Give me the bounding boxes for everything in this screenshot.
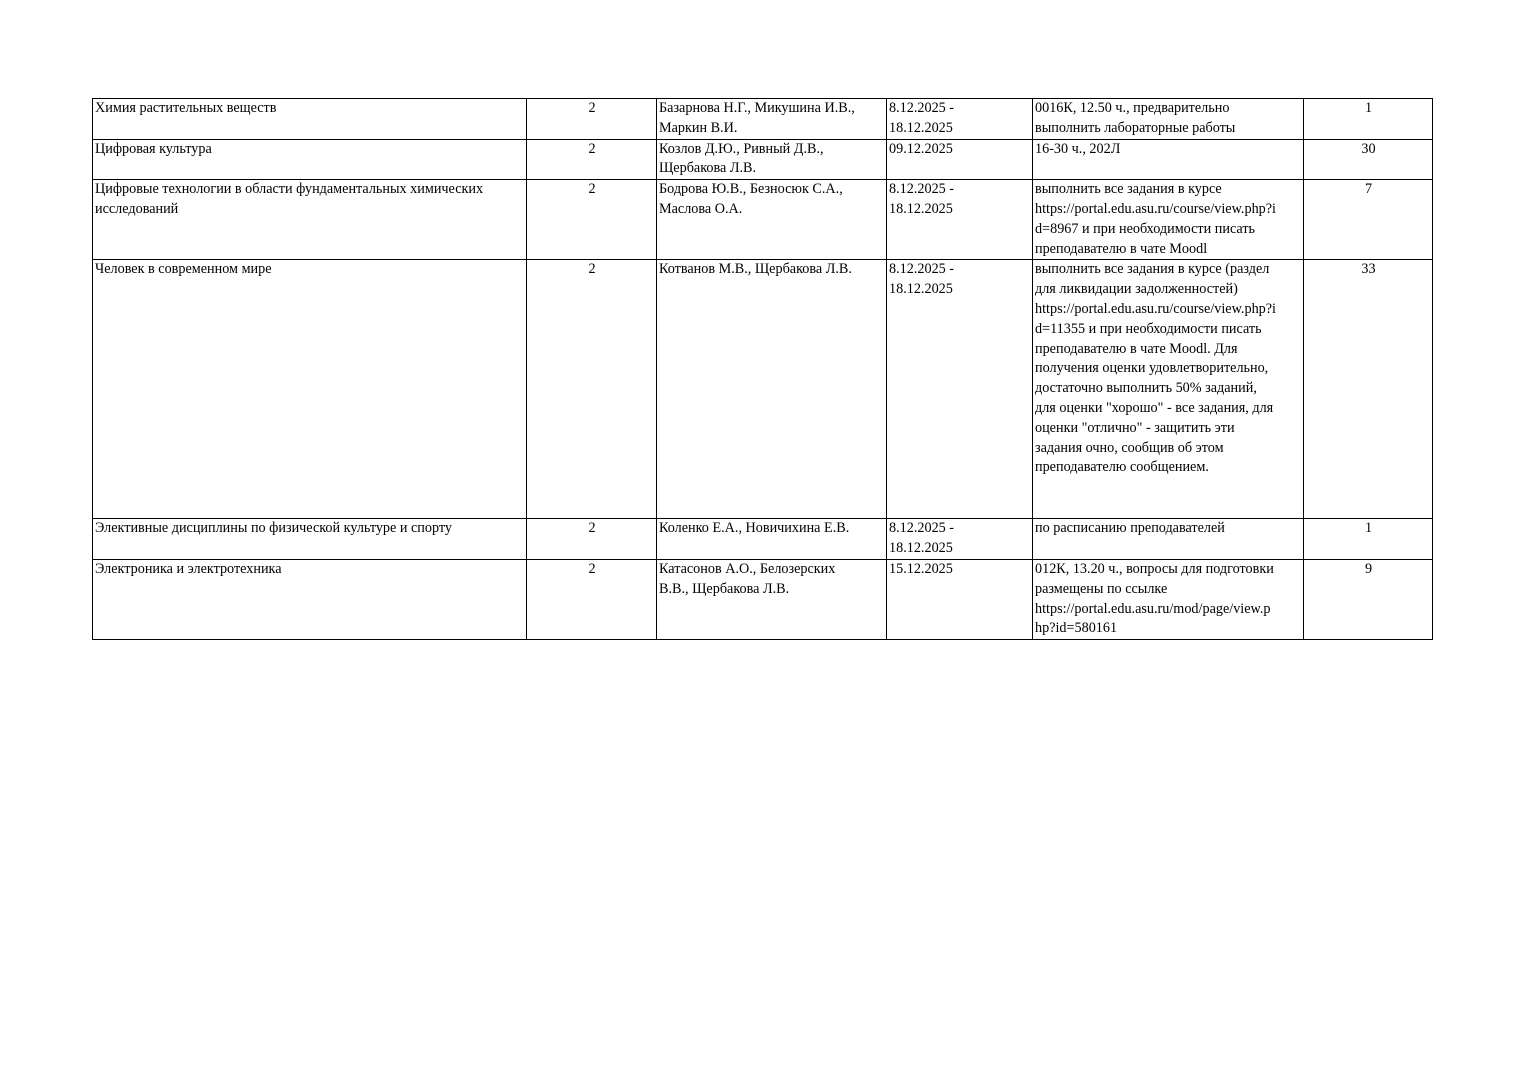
dates-cell: 8.12.2025 - 18.12.2025 (887, 260, 1033, 519)
count-cell: 30 (1304, 139, 1433, 180)
schedule-sheet (92, 98, 1432, 640)
table-row (93, 559, 1433, 639)
dates-cell: 15.12.2025 (887, 559, 1033, 639)
hours-cell: 2 (527, 180, 657, 260)
count-cell: 7 (1304, 180, 1433, 260)
hours-cell: 2 (527, 139, 657, 180)
hours-cell: 2 (527, 99, 657, 140)
dates-cell: 8.12.2025 - 18.12.2025 (887, 180, 1033, 260)
teachers-cell: Катасонов А.О., Белозерских В.В., Щербакова Л.В. (657, 559, 887, 639)
discipline-cell: Цифровые технологии в области фундаментальных химических исследований (93, 180, 527, 260)
table-row (93, 180, 1433, 260)
table-row (93, 99, 1433, 140)
discipline-cell: Человек в современном мире (93, 260, 527, 519)
schedule-table (92, 98, 1433, 640)
notes-cell: по расписанию преподавателей (1033, 519, 1304, 560)
notes-cell: 16-30 ч., 202Л (1033, 139, 1304, 180)
hours-cell: 2 (527, 260, 657, 519)
count-cell: 1 (1304, 99, 1433, 140)
count-cell: 1 (1304, 519, 1433, 560)
table-row (93, 260, 1433, 519)
hours-cell: 2 (527, 559, 657, 639)
count-cell: 9 (1304, 559, 1433, 639)
notes-cell: 0016К, 12.50 ч., предварительно выполнить лабораторные работы (1033, 99, 1304, 140)
teachers-cell: Бодрова Ю.В., Безносюк С.А., Маслова О.А. (657, 180, 887, 260)
count-cell: 33 (1304, 260, 1433, 519)
discipline-cell: Химия растительных веществ (93, 99, 527, 140)
discipline-cell: Элективные дисциплины по физической культуре и спорту (93, 519, 527, 560)
teachers-cell: Базарнова Н.Г., Микушина И.В., Маркин В.И. (657, 99, 887, 140)
discipline-cell: Электроника и электротехника (93, 559, 527, 639)
teachers-cell: Коленко Е.А., Новичихина Е.В. (657, 519, 887, 560)
discipline-cell: Цифровая культура (93, 139, 527, 180)
table-row (93, 139, 1433, 180)
dates-cell: 09.12.2025 (887, 139, 1033, 180)
table-row (93, 519, 1433, 560)
hours-cell: 2 (527, 519, 657, 560)
teachers-cell: Козлов Д.Ю., Ривный Д.В., Щербакова Л.В. (657, 139, 887, 180)
teachers-cell: Котванов М.В., Щербакова Л.В. (657, 260, 887, 519)
dates-cell: 8.12.2025 - 18.12.2025 (887, 99, 1033, 140)
notes-cell: 012К, 13.20 ч., вопросы для подготовки размещены по ссылке https://portal.edu.asu.ru/mod/page/view.p hp?id=580161 (1033, 559, 1304, 639)
notes-cell: выполнить все задания в курсе https://portal.edu.asu.ru/course/view.php?i d=8967 и при необходимости писать преподавателю в чате Moodl (1033, 180, 1304, 260)
notes-cell: выполнить все задания в курсе (раздел для ликвидации задолженностей) https://portal.edu.asu.ru/course/view.php?i d=11355 и при необходимости писать преподавателю в чате Moodl. Для получения оценки удовлетворительно, достаточно выполнить 50% заданий, для оценки "хорошо" - все задания, для оценки "отлично" - защитить эти задания очно, сообщив об этом преподавателю сообщением. (1033, 260, 1304, 519)
dates-cell: 8.12.2025 - 18.12.2025 (887, 519, 1033, 560)
